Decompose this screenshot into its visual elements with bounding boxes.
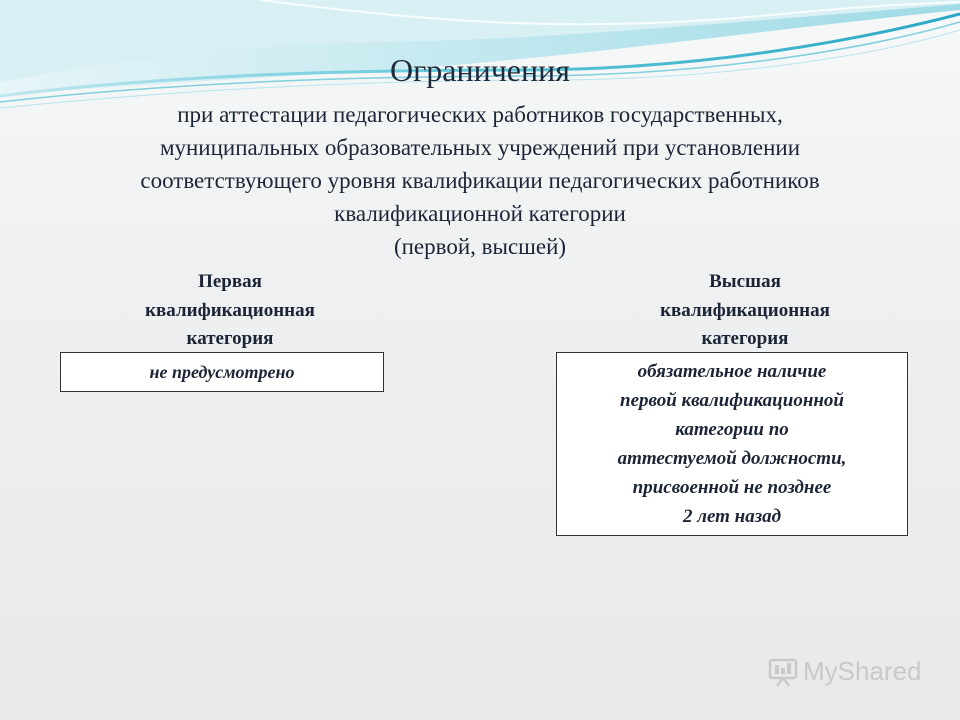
requirement-line: первой квалификационной [620,390,844,411]
requirement-line: категории по [675,419,789,440]
requirement-line: обязательное наличие [637,361,827,382]
first-category-requirement-box: не предусмотрено [60,352,384,392]
requirement-line: 2 лет назад [682,506,782,527]
heading-line: категория [701,328,789,349]
slide-title: Ограничения [390,52,570,88]
heading-line: Высшая [709,271,781,292]
heading-line: квалификационная [660,299,830,321]
subtitle-line: соответствующего уровня квалификации педагогических работников [140,168,820,193]
heading-line: категория [186,328,274,349]
subtitle-line: (первой, высшей) [393,234,567,259]
highest-category-heading [595,268,895,354]
first-category-heading [80,268,380,354]
subtitle-line: при аттестации педагогических работников государственных, [177,102,783,127]
requirement-line: аттестуемой должности, [617,448,847,469]
slide-subtitle [40,98,920,263]
subtitle-line: муниципальных образовательных учреждений при установлении [159,135,801,160]
heading-line: квалификационная [145,299,315,321]
presentation-board-icon [767,657,799,687]
subtitle-line: квалификационной категории [334,201,626,226]
highest-category-requirement-box [556,352,908,536]
myshared-watermark [767,656,922,687]
watermark-text: MyShared [803,656,922,686]
heading-line: Первая [198,271,262,292]
requirement-line: присвоенной не позднее [632,477,832,498]
